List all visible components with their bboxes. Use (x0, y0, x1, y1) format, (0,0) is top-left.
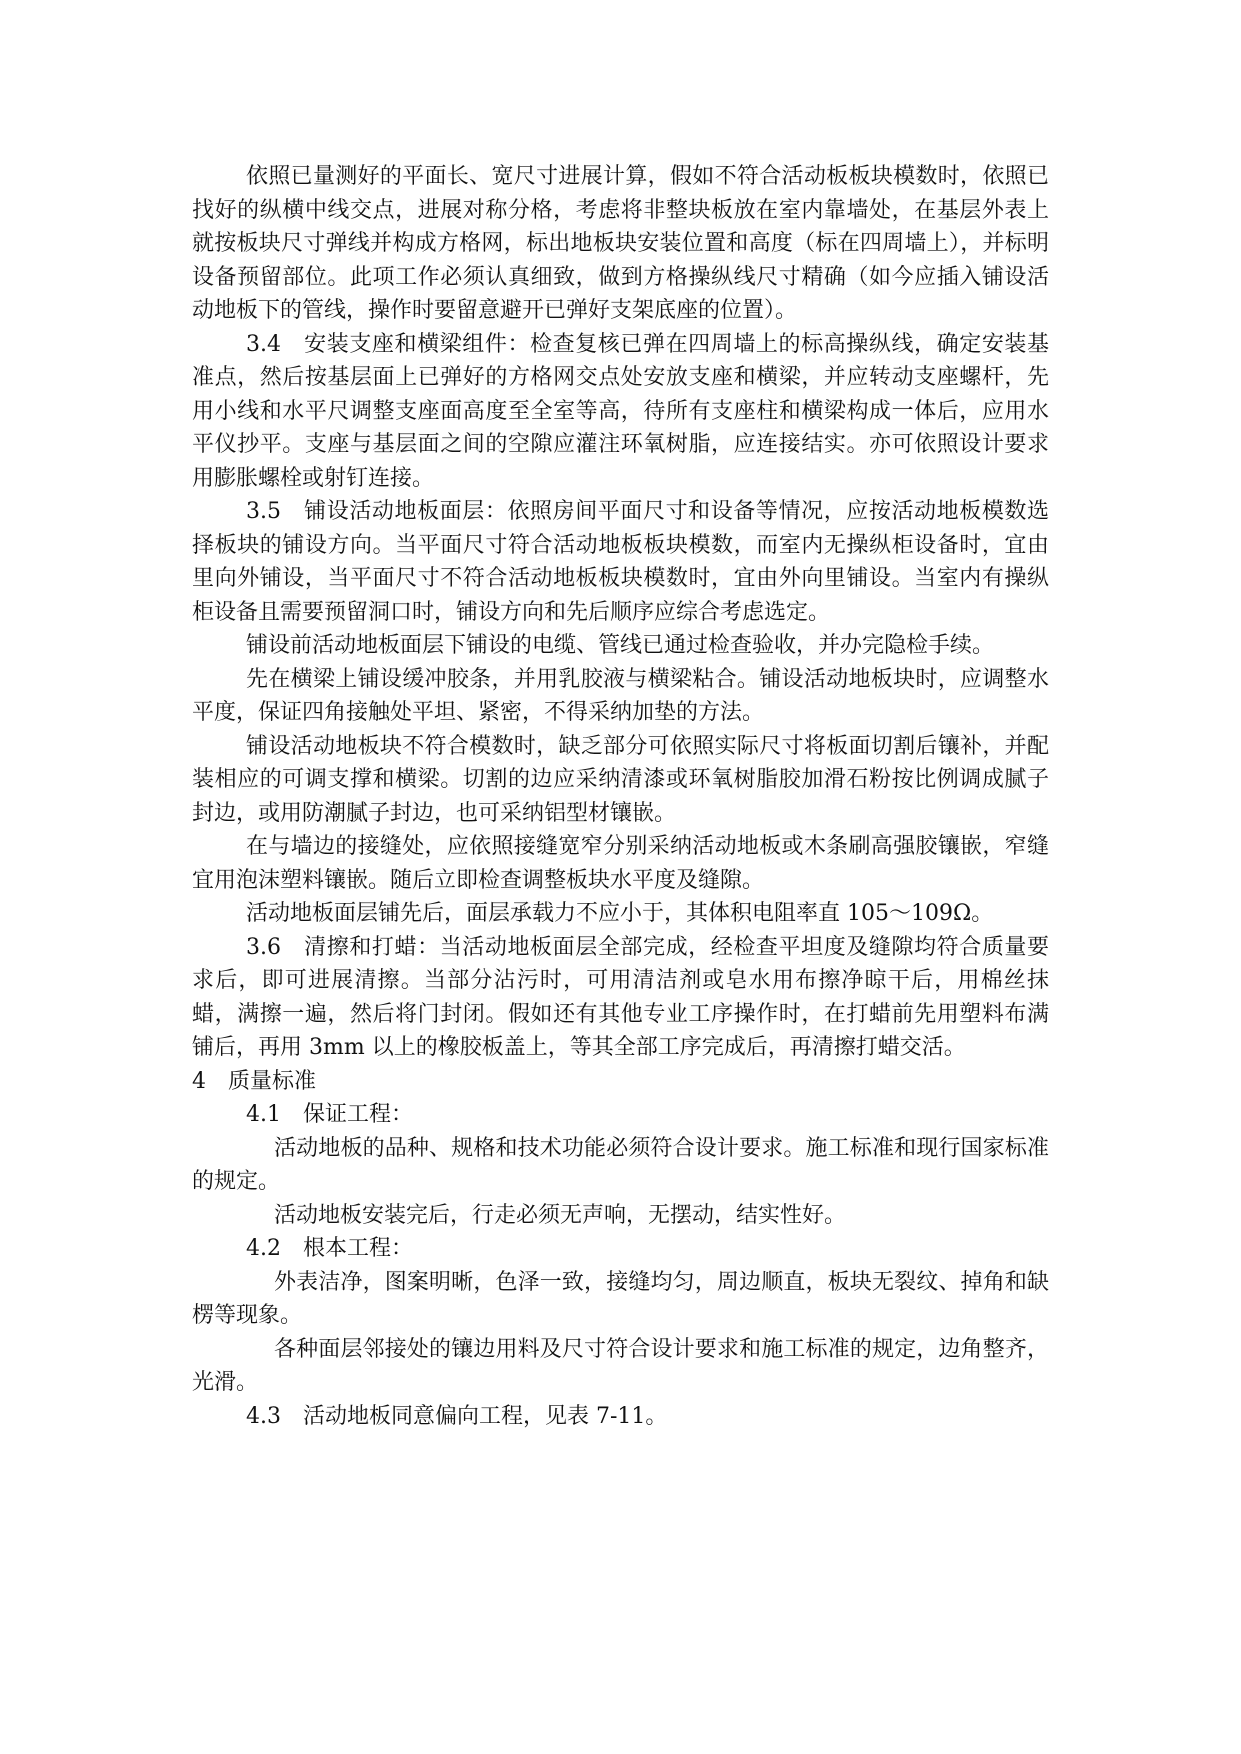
paragraph-4-1-item-1: 活动地板的品种、规格和技术功能必须符合设计要求。施工标准和现行国家标准的规定。 (192, 1135, 1049, 1194)
document-body (192, 160, 1049, 1433)
paragraph-4-2-item-1: 外表洁净，图案明晰，色泽一致，接缝均匀，周边顺直，板块无裂纹、掉角和缺楞等现象。 (192, 1269, 1049, 1328)
paragraph-4-1-item-2: 活动地板安装完后，行走必须无声响，无摆动，结实性好。 (274, 1202, 847, 1228)
paragraph-3-5-laying-panels: 3.5 铺设活动地板面层：依照房间平面尺寸和设备等情况，应按活动地板模数选择板块的铺设方向。当平面尺寸符合活动地板板块模数，而室内无操纵柜设备时，宜由里向外铺设，当平面尺寸不符合活动地板板块模数时，宜由外向里铺设。当室内有操纵柜设备且需要预留洞口时，铺设方向和先后顺序应综合考虑选定。 (192, 499, 1049, 625)
paragraph-3-6-cleaning-waxing: 3.6 清擦和打蜡：当活动地板面层全部完成，经检查平坦度及缝隙均符合质量要求后，即可进展清擦。当部分沾污时，可用清洁剂或皂水用布擦净晾干后，用棉丝抹蜡，满擦一遍，然后将门封闭。假如还有其他专业工序操作时，在打蜡前先用塑料布满铺后，再用 3mm 以上的橡胶板盖上，等其全部工序完成后，再清擦打蜡交活。 (192, 934, 1049, 1060)
paragraph-layout-grid: 依照已量测好的平面长、宽尺寸进展计算，假如不符合活动板板块模数时，依照已找好的纵横中线交点，进展对称分格，考虑将非整块板放在室内靠墙处，在基层外表上就按板块尺寸弹线并构成方格网，标出地板块安装位置和高度（标在四周墙上），并标明设备预留部位。此项工作必须认真细致，做到方格操纵线尺寸精确（如今应插入铺设活动地板下的管线，操作时要留意避开已弹好支架底座的位置）。 (192, 164, 1049, 323)
paragraph-non-modular-cutting: 铺设活动地板块不符合模数时，缺乏部分可依照实际尺寸将板面切割后镶补，并配装相应的可调支撑和横梁。切割的边应采纳清漆或环氧树脂胶加滑石粉按比例调成腻子封边，或用防潮腻子封边，也可采纳铝型材镶嵌。 (192, 733, 1049, 826)
subheading-4-2-basic-items: 4.2 根本工程： (246, 1236, 413, 1261)
paragraph-4-2-item-2: 各种面层邻接处的镶边用料及尺寸符合设计要求和施工标准的规定，边角整齐，光滑。 (192, 1336, 1049, 1395)
paragraph-resistivity: 活动地板面层铺先后，面层承载力不应小于，其体积电阻率直 105～109Ω。 (246, 901, 994, 926)
section-heading-quality-standard: 4 质量标准 (192, 1068, 316, 1094)
subheading-4-1-guaranteed-items: 4.1 保证工程： (246, 1102, 413, 1127)
paragraph-buffer-strip: 先在横梁上铺设缓冲胶条，并用乳胶液与横梁粘合。铺设活动地板块时，应调整水平度，保证四角接触处平坦、紧密，不得采纳加垫的方法。 (192, 666, 1049, 725)
paragraph-wall-joint: 在与墙边的接缝处，应依照接缝宽窄分别采纳活动地板或木条刷高强胶镶嵌，窄缝宜用泡沫塑料镶嵌。随后立即检查调整板块水平度及缝隙。 (192, 834, 1049, 893)
paragraph-4-3-tolerance: 4.3 活动地板同意偏向工程，见表 7-11。 (246, 1403, 668, 1429)
paragraph-pre-laying-check: 铺设前活动地板面层下铺设的电缆、管线已通过检查验收，并办完隐检手续。 (246, 633, 995, 658)
paragraph-3-4-support-install: 3.4 安装支座和横梁组件：检查复核已弹在四周墙上的标高操纵线，确定安装基准点，然后按基层面上已弹好的方格网交点处安放支座和横梁，并应转动支座螺杆，先用小线和水平尺调整支座面高度至全室等高，待所有支座柱和横梁构成一体后，应用水平仪抄平。支座与基层面之间的空隙应灌注环氧树脂，应连接结实。亦可依照设计要求用膨胀螺栓或射钉连接。 (192, 331, 1049, 491)
